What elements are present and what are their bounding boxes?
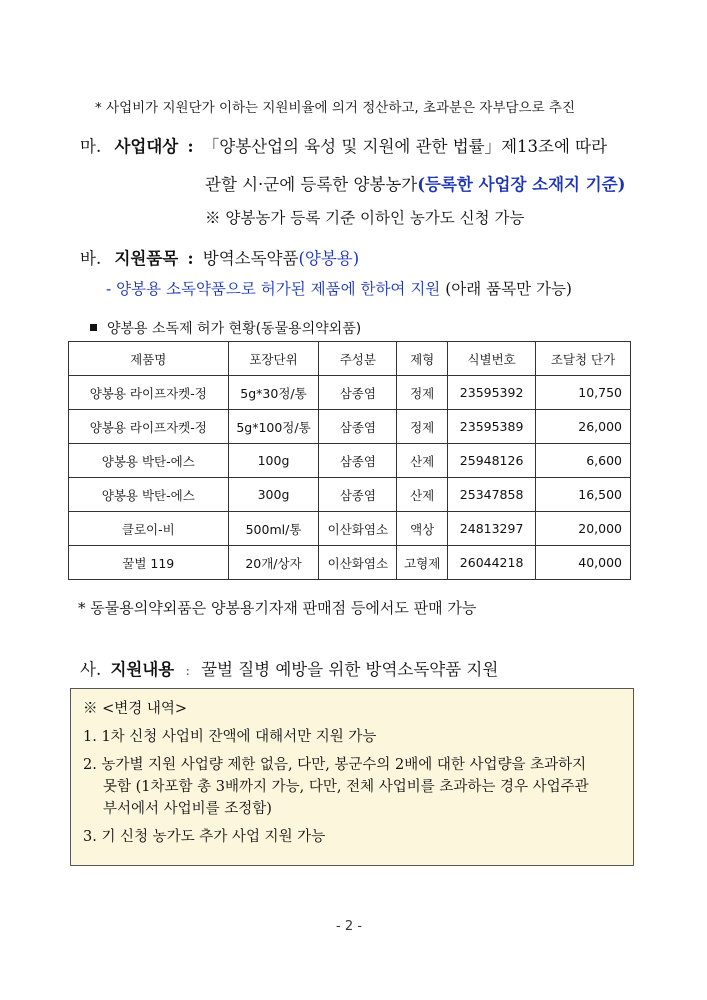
cell-id-number: 24813297 [448, 512, 536, 546]
cell-formulation: 고형제 [397, 546, 448, 580]
cell-product-name: 양봉용 라이프자켓-정 [69, 376, 229, 410]
square-bullet-icon [90, 324, 97, 331]
table-row [69, 376, 631, 410]
change-item-2-line-1: 2. 농가별 지원 사업량 제한 없음, 다만, 봉군수의 2배에 대한 사업량을 초과하지 [83, 757, 587, 773]
section-ma-heading [80, 133, 607, 157]
cell-main-ingredient: 이산화염소 [319, 512, 397, 546]
cell-unit-price: 26,000 [536, 410, 631, 444]
cell-unit-price: 20,000 [536, 512, 631, 546]
cell-formulation: 정제 [397, 376, 448, 410]
header-unit-price: 조달청 단가 [536, 342, 631, 376]
header-product-name: 제품명 [69, 342, 229, 376]
change-history-box [70, 688, 634, 866]
cell-main-ingredient: 삼종염 [319, 444, 397, 478]
section-ma-label: 사업대상 [114, 137, 179, 156]
cell-id-number: 25948126 [448, 444, 536, 478]
cell-id-number: 26044218 [448, 546, 536, 580]
cell-unit-price: 10,750 [536, 376, 631, 410]
cell-package-unit: 20개/상자 [228, 546, 319, 580]
cell-formulation: 산제 [397, 478, 448, 512]
cell-main-ingredient: 삼종염 [319, 478, 397, 512]
header-id-number: 식별번호 [448, 342, 536, 376]
table-title [90, 318, 361, 338]
table-row [69, 546, 631, 580]
section-ba-text-plain: 방역소독약품 [202, 249, 299, 268]
header-package-unit: 포장단위 [228, 342, 319, 376]
header-formulation: 제형 [397, 342, 448, 376]
cell-product-name: 양봉용 박탄-에스 [69, 444, 229, 478]
table-row [69, 444, 631, 478]
cell-unit-price: 6,600 [536, 444, 631, 478]
top-note: * 사업비가 지원단가 이하는 지원비율에 의거 정산하고, 초과분은 자부담으로 추진 [95, 100, 576, 116]
cell-unit-price: 16,500 [536, 478, 631, 512]
cell-id-number: 25347858 [448, 478, 536, 512]
cell-product-name: 양봉용 라이프자켓-정 [69, 410, 229, 444]
section-ba-heading [80, 245, 359, 269]
section-sa-marker: 사. [80, 660, 102, 679]
change-item-2-line-2: 못함 (1차포함 총 3배까지 가능, 다만, 전체 사업비를 초과하는 경우 사업주관 [103, 779, 589, 795]
cell-product-name: 꿀벌 119 [69, 546, 229, 580]
cell-package-unit: 5g*30정/통 [228, 376, 319, 410]
section-ba-sub-emphasis: - 양봉용 소독약품으로 허가된 제품에 한하여 지원 [106, 280, 441, 298]
cell-package-unit: 100g [228, 444, 319, 478]
section-ba-marker: 바. [80, 249, 102, 268]
table-title-text: 양봉용 소독제 허가 현황(동물용의약외품) [107, 321, 362, 337]
cell-formulation: 정제 [397, 410, 448, 444]
header-main-ingredient: 주성분 [319, 342, 397, 376]
cell-main-ingredient: 삼종염 [319, 410, 397, 444]
cell-formulation: 산제 [397, 444, 448, 478]
cell-id-number: 23595389 [448, 410, 536, 444]
cell-product-name: 클로이-비 [69, 512, 229, 546]
section-sa-colon: : [185, 664, 190, 679]
change-item-3: 3. 기 신청 농가도 추가 사업 지원 가능 [83, 829, 326, 845]
section-ma-colon: : [187, 137, 194, 156]
section-sa-heading [80, 656, 498, 680]
section-ba-colon: : [187, 249, 194, 268]
product-table [68, 341, 631, 580]
section-ba-sub-plain: (아래 품목만 가능) [445, 280, 572, 298]
cell-package-unit: 300g [228, 478, 319, 512]
page-number: - 2 - [336, 919, 362, 934]
cell-main-ingredient: 이산화염소 [319, 546, 397, 580]
section-ma-marker: 마. [80, 137, 102, 156]
section-ma-line2 [205, 171, 625, 195]
section-ma-text1: 「양봉산업의 육성 및 지원에 관한 법률」제13조에 따라 [202, 137, 608, 156]
cell-main-ingredient: 삼종염 [319, 376, 397, 410]
change-box-title: ※ <변경 내역> [83, 701, 188, 717]
cell-package-unit: 5g*100정/통 [228, 410, 319, 444]
table-row [69, 410, 631, 444]
cell-product-name: 양봉용 박탄-에스 [69, 478, 229, 512]
table-row [69, 478, 631, 512]
section-ba-text-emphasis: (양봉용) [298, 249, 360, 268]
section-ma-note: ※ 양봉농가 등록 기준 이하인 농가도 신청 가능 [205, 209, 525, 227]
section-sa-label: 지원내용 [110, 660, 175, 679]
section-ba-subline [106, 277, 572, 299]
table-row [69, 512, 631, 546]
section-ma-text2-emphasis: (등록한 사업장 소재지 기준) [417, 175, 626, 194]
change-item-1: 1. 1차 신청 사업비 잔액에 대해서만 지원 가능 [83, 729, 377, 745]
section-sa-text: 꿀벌 질병 예방을 위한 방역소독약품 지원 [201, 660, 499, 679]
section-ma-text2-plain: 관할 시·군에 등록한 양봉농가 [205, 175, 418, 194]
cell-package-unit: 500ml/통 [228, 512, 319, 546]
cell-formulation: 액상 [397, 512, 448, 546]
table-header-row [69, 342, 631, 376]
cell-unit-price: 40,000 [536, 546, 631, 580]
section-ba-label: 지원품목 [114, 249, 179, 268]
table-footnote: * 동물용의약외품은 양봉용기자재 판매점 등에서도 판매 가능 [78, 599, 477, 617]
cell-id-number: 23595392 [448, 376, 536, 410]
change-item-2-line-3: 부서에서 사업비를 조정함) [103, 801, 272, 817]
